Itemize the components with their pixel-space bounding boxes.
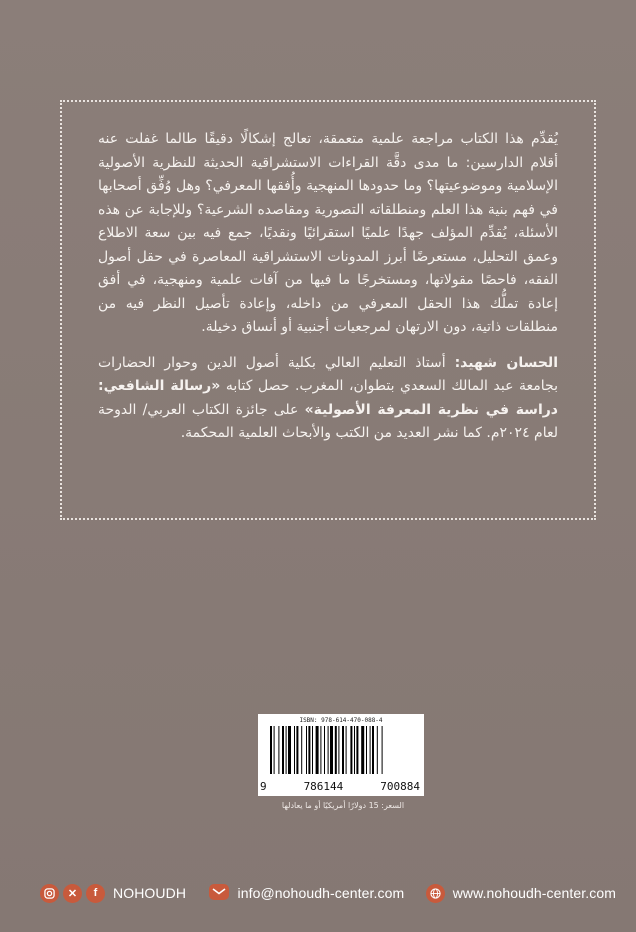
author-book-title: «رسالة الشافعي: دراسة في نظرية المعرفة الأصولية» xyxy=(98,378,558,418)
barcode-digit-first: 9 xyxy=(260,780,267,793)
description-frame xyxy=(60,100,596,520)
globe-icon xyxy=(426,884,445,903)
website-link[interactable]: www.nohoudh-center.com xyxy=(452,885,616,901)
barcode-digits xyxy=(260,780,420,793)
barcode-digit-group2: 700884 xyxy=(380,780,420,793)
instagram-icon[interactable] xyxy=(40,884,59,903)
author-bio xyxy=(98,352,558,446)
author-name: الحسان شهيد: xyxy=(454,354,558,371)
price-note: السعر: 15 دولارًا أمريكيًا أو ما يعادلها xyxy=(281,801,405,810)
barcode-digit-group1: 786144 xyxy=(303,780,344,793)
footer-contact xyxy=(40,878,616,908)
author-bio-part2: على جائزة الكتاب العربي/ الدوحة لعام ٢٠٢٤م. كما نشر العديد من الكتب والأبحاث العلمية المحكمة. xyxy=(98,401,558,441)
isbn-label: ISBN: 978-614-470-088-4 xyxy=(299,717,383,724)
website-group xyxy=(426,884,616,903)
barcode-bars xyxy=(270,726,416,774)
email-link[interactable]: info@nohoudh-center.com xyxy=(237,885,405,901)
barcode xyxy=(258,714,424,796)
description-text xyxy=(98,128,558,446)
facebook-icon[interactable]: f xyxy=(86,884,105,903)
book-summary: يُقدِّم هذا الكتاب مراجعة علمية متعمقة، تعالج إشكالًا دقيقًا طالما غفلت عنه أقلام الدارسين: ما مدى دقَّة القراءات الاستشراقية الحديثة للنظرية الأصولية الإسلامية وموضوعيتها؟ وما حدودها المنهجية وأُفقها المعرفي؟ وهل وُفِّق أصحابها في فهم بنية هذا العلم ومنطلقاته التصورية ومقاصده الشرعية؟ وللإجابة عن هذه الأسئلة، يُقدِّم المؤلف جهدًا علميًا استقرائيًا ونقديًا، جمع فيه بين سعة الاطلاع وعمق التحليل، مستعرضًا أبرز المدونات الاستشراقية المعاصرة في حقل أصول الفقه، فاحصًا مقولاتها، ومستخرجًا ما فيها من آفات علمية ومنهجية، في أفق إعادة تملُّك هذا الحقل المعرفي من داخله، وإعادة تأصيل النظر فيه من منطلقات ذاتية، دون الارتهان لمرجعيات أجنبية أو أنساق دخيلة. xyxy=(98,131,558,335)
social-name[interactable]: NOHOUDH xyxy=(113,885,187,901)
social-group xyxy=(40,884,186,903)
email-icon xyxy=(208,881,230,906)
email-group xyxy=(208,881,405,906)
author-bio-part1: أستاذ التعليم العالي بكلية أصول الدين وحوار الحضارات بجامعة عبد المالك السعدي بتطوان، المغرب. حصل كتابه xyxy=(98,354,558,394)
x-icon[interactable]: ✕ xyxy=(63,884,82,903)
